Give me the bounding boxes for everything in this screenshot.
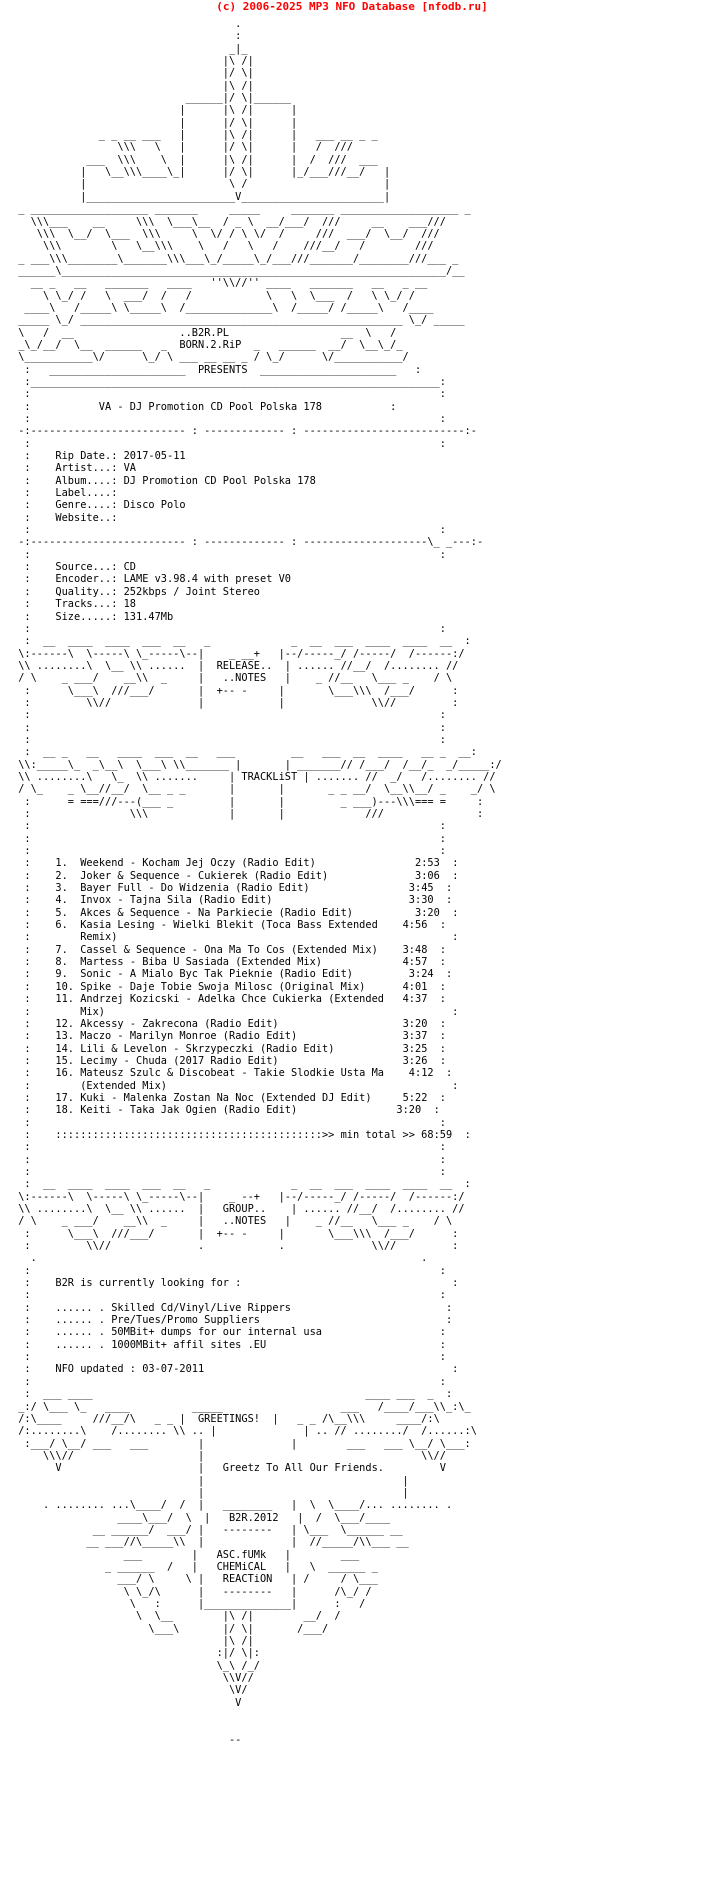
track-number: 3.	[55, 882, 68, 895]
genre-value: Disco Polo	[123, 499, 186, 512]
recruit-item: . 1000MBit+ affil sites .EU	[98, 1338, 267, 1351]
track-number: 14.	[55, 1042, 75, 1055]
track-time: 4:57	[402, 956, 428, 969]
track-number: 6.	[55, 919, 68, 932]
release-title: VA - DJ Promotion CD Pool Polska 178	[98, 400, 322, 413]
track-number: 15.	[55, 1054, 75, 1067]
track-number: 13.	[55, 1030, 75, 1043]
encoder-label: Encoder..:	[55, 573, 118, 586]
track-title: Akces & Sequence - Na Parkiecie (Radio Edit)	[80, 906, 353, 919]
recruit-item: . Pre/Tues/Promo Suppliers	[98, 1314, 260, 1327]
release-notes-title-1: RELEASE..	[216, 659, 273, 672]
greetz-text: Greetz To All Our Friends.	[222, 1462, 384, 1475]
album-label: Album....:	[55, 474, 118, 487]
quality-value: 252kbps / Joint Stereo	[123, 585, 260, 598]
track-time: 3:30	[408, 894, 434, 907]
track-number: 5.	[55, 906, 68, 919]
track-number: 10.	[55, 980, 75, 993]
track-title: Andrzej Kozicski - Adelka Chce Cukierka (Extended	[80, 993, 384, 1006]
track-number: 2.	[55, 869, 68, 882]
track-title: Maczo - Marilyn Monroe (Radio Edit)	[80, 1030, 298, 1043]
recruit-item: . Skilled Cd/Vinyl/Live Rippers	[98, 1301, 291, 1314]
track-title: Invox - Tajna Sila (Radio Edit)	[80, 894, 273, 907]
album-value: DJ Promotion CD Pool Polska 178	[123, 474, 316, 487]
footer-year: B2R.2012	[228, 1511, 279, 1524]
total-label: >> min total >>	[321, 1128, 415, 1141]
website-label: Website..:	[55, 511, 118, 524]
copyright-header: (c) 2006-2025 MP3 NFO Database [nfodb.ru]	[216, 0, 488, 13]
track-number: 17.	[55, 1091, 75, 1104]
track-time: 4:12	[408, 1067, 434, 1080]
tracks-label: Tracks...:	[55, 598, 118, 611]
track-time: 3:24	[408, 968, 434, 981]
track-title-continued: Remix)	[80, 931, 118, 944]
track-title: Kuki - Malenka Zostan Na Noc (Extended DJ Edit)	[80, 1091, 372, 1104]
footer-credit-2: CHEMiCAL	[216, 1560, 267, 1573]
artist-label: Artist...:	[55, 462, 118, 475]
track-time: 4:37	[402, 993, 428, 1006]
track-title: Spike - Daje Tobie Swoja Milosc (Original Mix)	[80, 980, 366, 993]
logo-group-long: BORN.2.RiP	[179, 338, 242, 351]
greetings-title: GREETINGS!	[197, 1412, 260, 1425]
recruit-heading: B2R is currently looking for :	[55, 1277, 242, 1290]
track-number: 4.	[55, 894, 68, 907]
track-title: Joker & Sequence - Cukierek (Radio Edit)	[80, 869, 329, 882]
track-title: Keiti - Taka Jak Ogien (Radio Edit)	[80, 1104, 298, 1117]
track-title-continued: Mix)	[80, 1005, 106, 1018]
track-time: 3:20	[415, 906, 440, 919]
footer-credit-3: REACTiON	[222, 1573, 273, 1586]
track-number: 9.	[55, 968, 68, 981]
track-title: Bayer Full - Do Widzenia (Radio Edit)	[80, 882, 310, 895]
recruit-item: . 50MBit+ dumps for our internal usa	[98, 1326, 322, 1339]
track-title: Sonic - A Mialo Byc Tak Pieknie (Radio Edit)	[80, 968, 353, 981]
track-time: 3:48	[402, 943, 428, 956]
track-title: Akcessy - Zakrecona (Radio Edit)	[80, 1017, 279, 1030]
source-value: CD	[123, 561, 137, 574]
track-time: 5:22	[402, 1091, 428, 1104]
track-number: 16.	[55, 1067, 75, 1080]
release-notes-title-2: ..NOTES	[222, 672, 267, 685]
track-title: Lecimy - Chuda (2017 Radio Edit)	[80, 1054, 279, 1067]
track-time: 3:45	[408, 882, 434, 895]
track-time: 3:25	[402, 1042, 428, 1055]
genre-label: Genre....:	[55, 499, 118, 512]
track-time: 3:20	[402, 1017, 428, 1030]
size-value: 131.47Mb	[123, 610, 174, 623]
tracklist-title: TRACKLiST	[241, 770, 298, 783]
logo-presents: PRESENTS	[197, 363, 248, 376]
track-number: 12.	[55, 1017, 75, 1030]
tracks-value: 18	[123, 598, 137, 611]
artist-value: VA	[123, 462, 137, 475]
encoder-value: LAME v3.98.4 with preset V0	[123, 573, 291, 586]
track-time: 3:06	[415, 869, 440, 882]
group-notes-title-2: ..NOTES	[222, 1215, 267, 1228]
track-number: 8.	[55, 956, 68, 969]
track-time: 2:53	[415, 857, 440, 870]
size-label: Size.....:	[55, 610, 118, 623]
total-time: 68:59	[421, 1128, 453, 1141]
source-label: Source...:	[55, 561, 118, 574]
quality-label: Quality..:	[55, 585, 118, 598]
label-label: Label....:	[55, 487, 118, 500]
track-title: Martess - Biba U Sasiada (Extended Mix)	[80, 956, 322, 969]
rip-date-label: Rip Date.:	[55, 450, 118, 463]
track-title-continued: (Extended Mix)	[80, 1079, 167, 1092]
track-time: 3:26	[402, 1054, 428, 1067]
track-time: 4:01	[402, 980, 428, 993]
track-time: 3:37	[402, 1030, 428, 1043]
track-title: Mateusz Szulc & Discobeat - Takie Slodkie Usta Ma	[80, 1067, 384, 1080]
track-title: Weekend - Kocham Jej Oczy (Radio Edit)	[80, 857, 316, 870]
track-number: 18.	[55, 1104, 75, 1117]
track-number: 11.	[55, 993, 75, 1006]
nfo-document: . : _|_ |\ /| |/ \| |\ /| ______|/ \|______ | |\ /| | | |/ \| | _ _ __ ___ | |\ /| | ___ __ _ _ \\\ \ | |/ \| | / /// ___ \\\ \ | |\ /| | / /// ___ | \__\\\____\_| |/ \| |_/___///__/ | | \ / | |________________________V_______________________| _ ___________________ _______ _____ _______ ___________________ _ \\\___ __ \\\ \___\__ / _ \ __/___/ /// __ ___/// \\\ \__/ \___ \\\ \ \/ / \ \/ / /// ___/ \__/ /// \\\ \ \__\\\ \ / \ / ///__/ / /// _ ___\\\________\_______\\\___\_/_____\_/___///_______/________///___ _ ______\______________________________________________________________/__ __ _ __ _______ ____ ''\\//'' ____ _______ __ _ __ \ \_/ / \ ___/ / / \ \ \___ / \ \_/ / ____\ /_____\ \_____\ /______________\ /_____/ /_____\ /____ _____ \_/ ____________________________________________________ \_/ _____ \ / __ ..B2R.PL __ \ / _\_/__/ \__ ______ _ BORN.2.RiP _ ______ __/ \__\_/_ \___________\/ \_/ \ ___ __ __ _ / \_/ \/___________/ : ______________________ PRESENTS ______________________ : :__________________________________________________________________: : : : VA - DJ Promotion CD Pool Polska 178 : : : -:------------------------- : ------------- : --------------------------:- : : : Rip Date.: 2017-05-11 : Artist...: VA : Album....: DJ Promotion CD Pool Polska 178 : Label....: : Genre....: Disco Polo : Website..: : : -:------------------------- : ------------- : --------------------\_ _---:- : : : Source...: CD : Encoder..: LAME v3.98.4 with preset V0 : Quality..: 252kbps / Joint Stereo : Tracks...: 18 : Size.....: 131.47Mb : : : __ ____ ____ ___ __ _ _ __ ___ ____ ____ __ : \:------\ \-----\ \_-----\--| _ __+ |--/-----_/ /-----/ /------:/ \\ ........\ \__ \\ ...... | RELEASE.. | ...... //__/ /........ // / \ _ ___/ __\\ _ | ..NOTES | _ //__ \___ _ / \ : \___\ ///___/ | +-- - | \___\\\ /___/ : : \\// | | \\// : : : : : : : : __ _ __ ____ ___ __ ___ __ ___ __ ____ __ _ __: \\:_____\_ _\__\ \___\ \\_______ | | _______// /___/ /__/_ _/_____:/ \\ ........\ \_ \\ ....... | TRACKLiST | ....... // _/ /........ // / \_ _ \__//__/ \__ _ _ | | _ _ __/ \__\\__/ _ _/ \ : = ===///---(___ _ | | _ ___)---\\\=== = : : \\\ | | /// : : : : : : : : 1. Weekend - Kocham Jej Oczy (Radio Edit) 2:53 : : 2. Joker & Sequence - Cukierek (Radio Edit) 3:06 : : 3. Bayer Full - Do Widzenia (Radio Edit) 3:45 : : 4. Invox - Tajna Sila (Radio Edit) 3:30 : : 5. Akces & Sequence - Na Parkiecie (Radio Edit) 3:20 : : 6. Kasia Lesing - Wielki Blekit (Toca Bass Extended 4:56 : : Remix) : : 7. Cassel & Sequence - Ona Ma To Cos (Extended Mix) 3:48 : : 8. Martess - Biba U Sasiada (Extended Mix) 4:57 : : 9. Sonic - A Mialo Byc Tak Pieknie (Radio Edit) 3:24 : : 10. Spike - Daje Tobie Swoja Milosc (Original Mix) 4:01 : : 11. Andrzej Kozicski - Adelka Chce Cukierka (Extended 4:37 : : Mix) : : 12. Akcessy - Zakrecona (Radio Edit) 3:20 : : 13. Maczo - Marilyn Monroe (Radio Edit) 3:37 : : 14. Lili & Levelon - Skrzypeczki (Radio Edit) 3:25 : : 15. Lecimy - Chuda (2017 Radio Edit) 3:26 : : 16. Mateusz Szulc & Discobeat - Takie Slodkie Usta Ma 4:12 : : (Extended Mix) : : 17. Kuki - Malenka Zostan Na Noc (Extended DJ Edit) 5:22 : : 18. Keiti - Taka Jak Ogien (Radio Edit) 3:20 : : : : :::::::::::::::::::::::::::::::::::::::::::>> min total >> 68:59 : : : : : : : : __ ____ ____ ___ __ _ _ __ ___ ____ ____ __ : \:------\ \-----\ \_-----\--| _ --+ |--/-----_/ /-----/ /------:/ \\ ........\ \__ \\ ...... | GROUP.. | ...... //__/ /........ // / \ _ ___/ __\\ _ | ..NOTES | _ //__ \___ _ / \ : \___\ ///___/ | +-- - | \___\\\ /___/ : : \\// . . \\// : . . : : : B2R is currently looking for : : : : : ...... . Skilled Cd/Vinyl/Live Rippers : : ...... . Pre/Tues/Promo Suppliers : : ...... . 50MBit+ dumps for our internal usa : : ...... . 1000MBit+ affil sites .EU : : : : NFO updated : 03-07-2011 : : : : ___ ____ ____ ___ _ : _:/ \___ \_ ____ _____ ___ /____/___\\_:\_ /:\____ ///__/\ _ _ | GREETINGS! | _ _ /\__\\\ ____/:\ /:........\ /........ \\ .. | | .. // ......../ /......:\ :___/ \__/ ___ ___ | | ___ ___ \__/ \___: \\\// | \\// V | Greetz To All Our Friends. V | | | | . ........ ...\____/ / | ________ | \ \____/... ........ . ____\___/ \ | B2R.2012 | / \___/____ __ ______/ ___/ | -------- | \___ \______ __ __ ___//\_____\\ | | //_____/\\___ __ ___ | ASC.fUMk | ___ _ ______ / | CHEMiCAL | \ ______ _ ___/ \ \ | REACTiON | / / \___ \ \_/\ | -------- | /\_/ / \ : |______________| : / \ \__ |\ /| __/ / \___\ |/ \| /___/ |\ /| :|/ \|: \_\ /_/ \\V// \V/ V --	[18, 18, 502, 1746]
group-notes-title-1: GROUP..	[222, 1203, 267, 1215]
footer-credit-1: ASC.fUMk	[216, 1548, 267, 1561]
track-time: 3:20	[396, 1104, 422, 1117]
track-title: Kasia Lesing - Wielki Blekit (Toca Bass Extended	[80, 919, 378, 932]
footer-end-mark: --	[228, 1733, 242, 1746]
track-number: 1.	[55, 857, 68, 870]
nfo-updated: NFO updated : 03-07-2011	[55, 1363, 205, 1376]
rip-date-value: 2017-05-11	[123, 450, 186, 463]
logo-group-short: ..B2R.PL	[179, 326, 229, 339]
track-title: Lili & Levelon - Skrzypeczki (Radio Edit)	[80, 1042, 335, 1055]
track-time: 4:56	[402, 919, 428, 932]
track-number: 7.	[55, 943, 68, 956]
track-title: Cassel & Sequence - Ona Ma To Cos (Extended Mix)	[80, 943, 378, 956]
